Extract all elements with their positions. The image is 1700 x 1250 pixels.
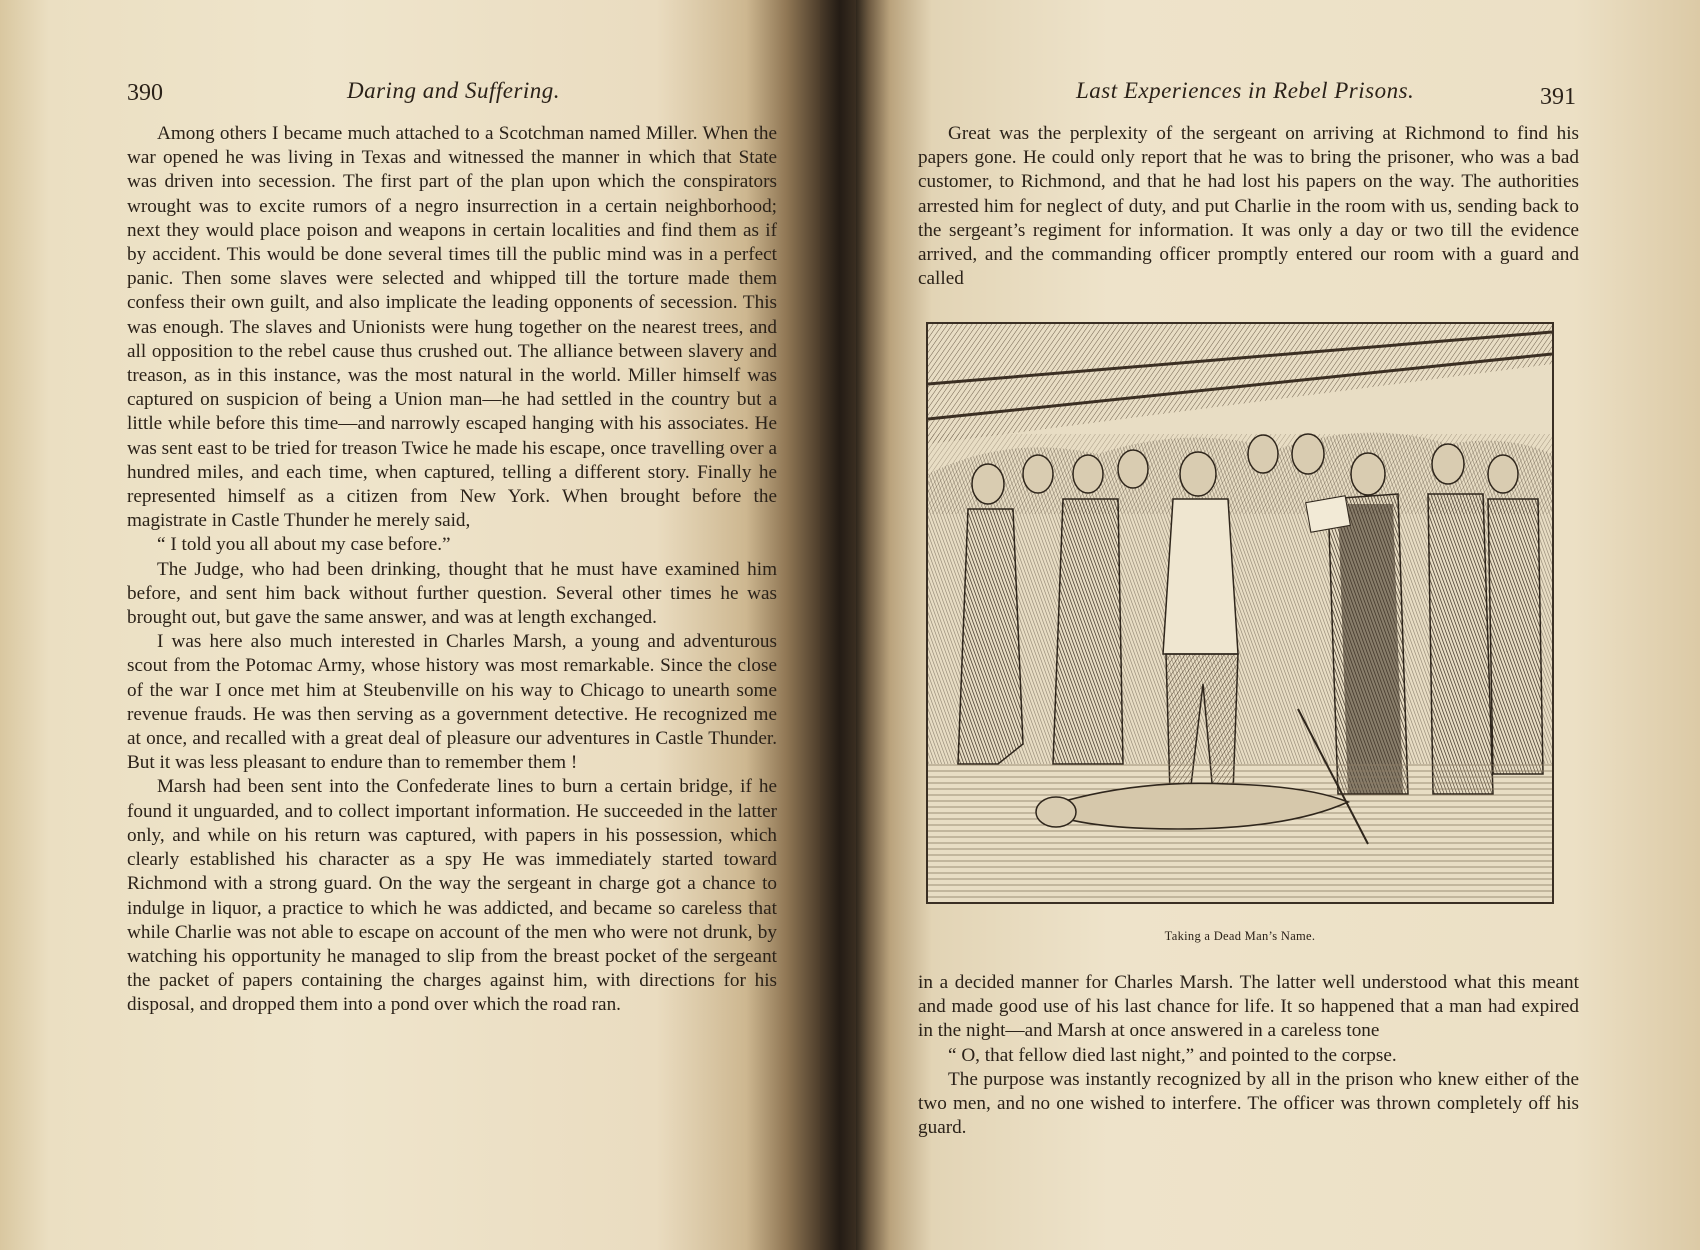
- page-number: 391: [1540, 84, 1576, 110]
- paragraph: The Judge, who had been drinking, thought that he must have examined him before, and sent him back without further question. Several other times he was brought out, but gave the same answer, and was at length exchanged.: [127, 558, 777, 629]
- paragraph: in a decided manner for Charles Marsh. The latter well understood what this meant and made good use of his last chance for life. It so happened that a man had expired in the night—and Marsh at once answered in a careless tone: [918, 972, 1579, 1042]
- running-head: Daring and Suffering.: [347, 78, 561, 103]
- paragraph: I was here also much interested in Charles Marsh, a young and adventurous scout from the Potomac Army, whose history was most remarkable. Since the close of the war I once met him at Steubenville on his way to Chicago to unearth some revenue frauds. He was then serving as a government detective. He recognized me at once, and recalled with a great deal of pleasure our adventures in Castle Thunder. But it was less pleasant to endure than to remember them !: [127, 631, 777, 774]
- book-gutter: [820, 0, 856, 1250]
- paragraph: The purpose was instantly recognized by all in the prison who knew either of the two men, and no one wished to interfere. The officer was thrown completely off his guard.: [918, 1068, 1579, 1139]
- paragraph: “ O, that fellow died last night,” and pointed to the corpse.: [948, 1044, 1397, 1066]
- text-column: [127, 122, 777, 1018]
- paragraph: Among others I became much attached to a Scotchman named Miller. When the war opened he was living in Texas and witnessed the manner in which that State was driven into secession. The first part of the plan upon which the conspirators wrought was to excite rumors of a negro insurrection in a certain neighborhood; next they would place poison and weapons in certain localities and find them as if by accident. This would be done several times till the public mind was in a perfect panic. Then some slaves were selected and whipped till the torture made them confess their own guilt, and also implicate the leading opponents of secession. This was enough. The slaves and Unionists were hung together on the nearest trees, and all opposition to the rebel cause thus crushed out. The alliance between slavery and treason, as in this instance, was the most natural in the world. Miller himself was captured on suspicion of being a Union man—he had settled in the country but a little while before this time—and narrowly escaped hanging with his associates. He was sent east to be tried for treason Twice he made his escape, once travelling over a hundred miles, and each time, when captured, telling a different story. Finally he represented himself as a citizen from New York. When brought before the magistrate in Castle Thunder he merely said,: [127, 123, 777, 532]
- text-column-bottom: [918, 971, 1579, 1140]
- paragraph: “ I told you all about my case before.”: [157, 534, 451, 556]
- paragraph: Marsh had been sent into the Confederate lines to burn a certain bridge, if he found it unguarded, and to collect important information. He succeeded in the latter only, and while on his return was captured, with papers in his possession, which clearly established his character as a spy He was immediately started toward Richmond with a strong guard. On the way the sergeant in charge got a chance to indulge in liquor, a practice to which he was addicted, and became so careless that while Charlie was not able to escape on account of the men who were not drunk, by watching his opportunity he managed to slip from the breast pocket of the sergeant the packet of papers containing the charges against him, with directions for his disposal, and dropped them into a pond over which the road ran.: [127, 776, 777, 1016]
- right-page: [856, 0, 1700, 1250]
- left-page: [0, 0, 820, 1250]
- engraving-illustration: [926, 322, 1554, 904]
- page-number: 390: [127, 80, 163, 106]
- text-column-top: [918, 122, 1579, 291]
- running-head: Last Experiences in Rebel Prisons.: [1076, 78, 1415, 103]
- figure-caption: Taking a Dead Man’s Name.: [1164, 929, 1316, 943]
- paragraph: Great was the perplexity of the sergeant on arriving at Richmond to find his papers gone. He could only report that he was to bring the prisoner, who was a bad customer, to Richmond, and that he had lost his papers on the way. The authorities arrested him for neglect of duty, and put Charlie in the room with us, sending back to the sergeant’s regiment for information. It was only a day or two till the evidence arrived, and the commanding officer promptly entered our room with a guard and called: [918, 123, 1579, 290]
